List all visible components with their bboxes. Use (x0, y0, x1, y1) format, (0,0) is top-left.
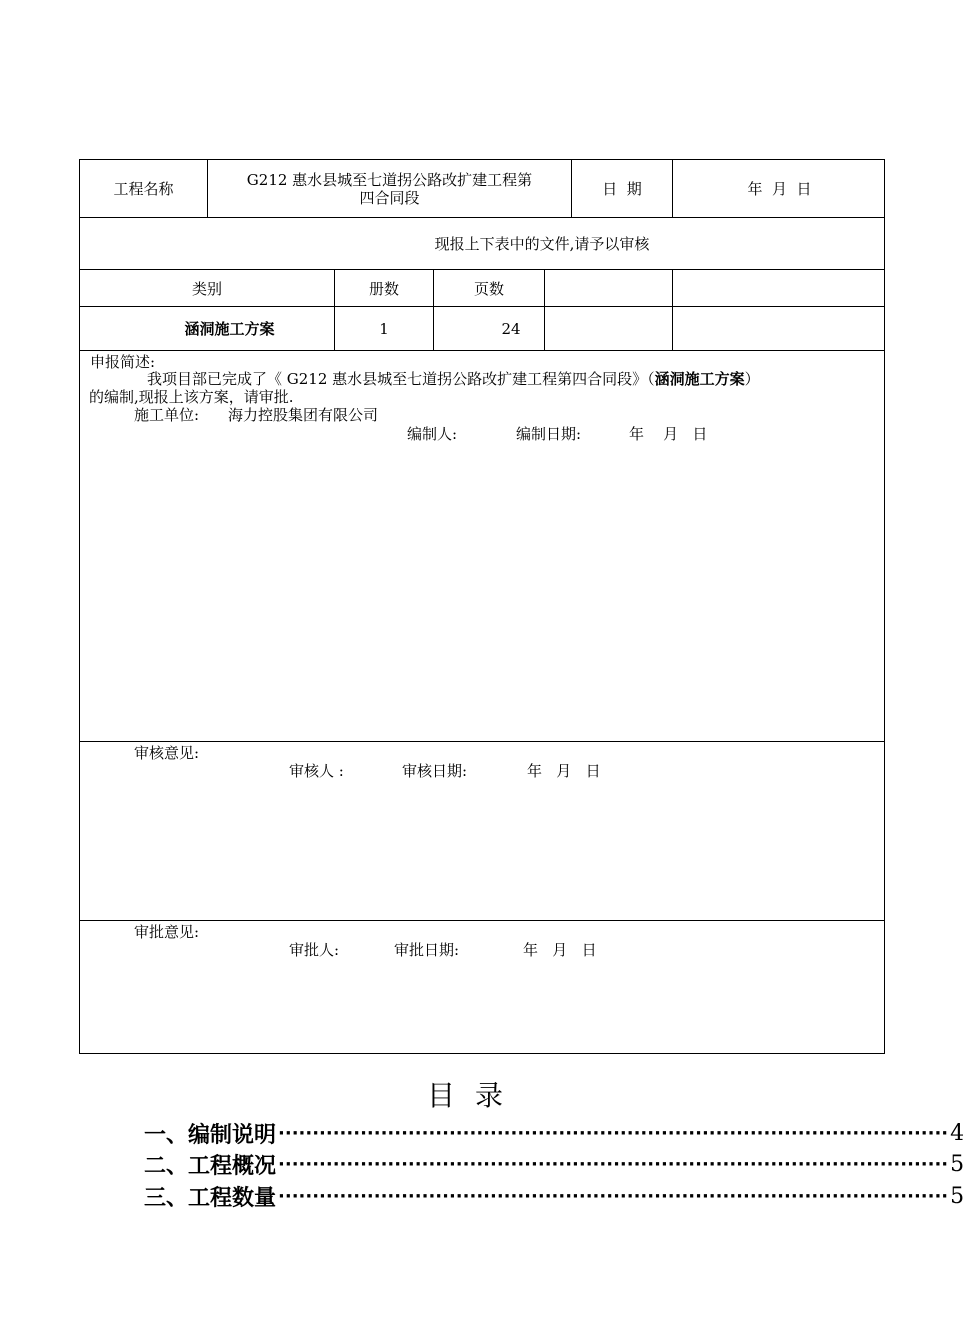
report-line2: 的编制,现报上该方案，请审批. (89, 388, 294, 406)
editor-label: 编制人: (407, 425, 458, 443)
toc-item-label: 二、工程概况 (144, 1153, 277, 1179)
approver-label: 审批人: (289, 941, 340, 959)
toc-item-page: 5 (950, 1151, 964, 1177)
toc-leader-dots: ·································································································· (278, 1122, 949, 1144)
project-name-line2: 四合同段 (359, 188, 420, 207)
row-col5 (673, 307, 886, 350)
reviewer-label: 审核人 : (289, 762, 344, 780)
unit-name: 海力控股集团有限公司 (228, 406, 379, 424)
toc-item[interactable] (144, 1149, 964, 1179)
toc-title: 目录 (426, 1079, 523, 1112)
approval-label: 审批意见: (134, 923, 200, 941)
review-section (80, 742, 884, 921)
row-col4 (545, 307, 673, 350)
project-name-value (208, 160, 572, 217)
toc-item-page: 4 (950, 1120, 964, 1146)
project-name-line1: G212 惠水县城至七道拐公路改扩建工程第 (246, 170, 533, 189)
header-col5 (673, 270, 886, 306)
edit-date-label: 编制日期: (516, 425, 582, 443)
approval-date-label: 审批日期: (394, 941, 460, 959)
row-category: 涵洞施工方案 (80, 307, 335, 350)
toc-item-label: 三、工程数量 (144, 1185, 277, 1211)
report-section (80, 351, 884, 742)
report-line1: 我项目部已完成了《 G212 惠水县城至七道拐公路改扩建工程第四合同段》（涵洞施工方案） (147, 370, 760, 388)
toc-leader-dots: ·································································································· (278, 1185, 949, 1207)
header-volumes: 册数 (335, 270, 434, 306)
unit-label: 施工单位: (134, 406, 200, 424)
toc-item[interactable] (144, 1181, 964, 1211)
header-row (80, 160, 884, 218)
report-label: 申报简述: (90, 353, 156, 371)
row-pages: 24 (434, 307, 545, 350)
review-date-label: 审核日期: (402, 762, 468, 780)
report-line1-bold: 涵洞施工方案 (654, 370, 745, 388)
header-category: 类别 (80, 270, 335, 306)
date-value: 年 月 日 (747, 180, 812, 198)
date-label: 日 期 (572, 160, 673, 217)
approval-date-value: 年 月 日 (523, 941, 597, 959)
edit-date-value: 年 月 日 (629, 425, 708, 443)
header-col4 (545, 270, 673, 306)
header-pages: 页数 (434, 270, 545, 306)
review-label: 审核意见: (134, 744, 200, 762)
approval-section (80, 921, 884, 1053)
submission-form (79, 159, 885, 1054)
project-name-label: 工程名称 (80, 160, 208, 217)
toc-item-page: 5 (950, 1183, 964, 1209)
table-header-row (80, 270, 884, 307)
review-date-value: 年 月 日 (527, 762, 601, 780)
toc-item[interactable] (144, 1118, 964, 1148)
toc-item-label: 一、编制说明 (144, 1122, 277, 1148)
table-row (80, 307, 884, 351)
submit-note-row (80, 218, 884, 270)
row-volumes: 1 (335, 307, 434, 350)
submit-note: 现报上下表中的文件,请予以审核 (434, 235, 650, 253)
toc-leader-dots: ·································································································· (278, 1153, 949, 1175)
